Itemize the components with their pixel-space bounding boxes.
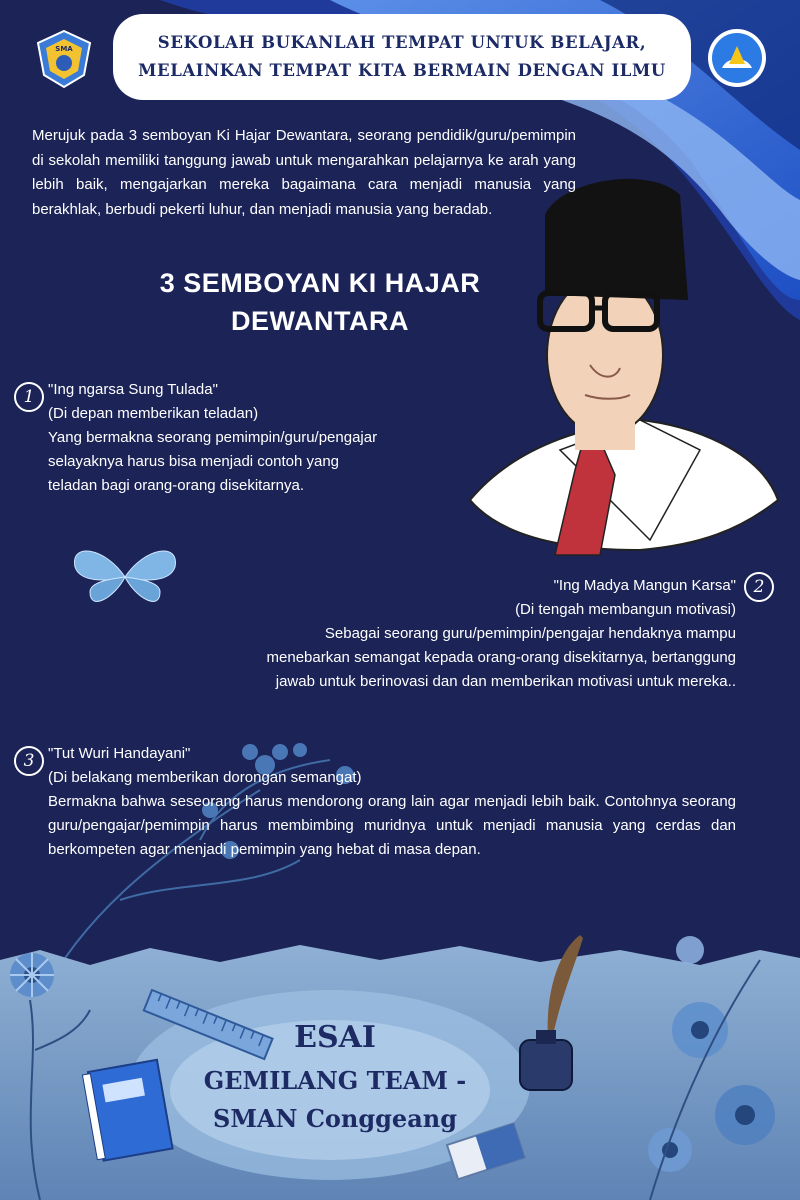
motto-2-meaning: (Di tengah membangun motivasi) bbox=[515, 601, 736, 618]
motto-3-number: 3 bbox=[14, 746, 44, 776]
section-title-line-2: DEWANTARA bbox=[231, 306, 409, 336]
motto-2-line: Sebagai seorang guru/pemimpin/pengajar hendaknya mampu bbox=[324, 625, 736, 642]
motto-2-line: jawab untuk berinovasi dan dan memberikan motivasi untuk mereka.. bbox=[275, 673, 736, 690]
motto-3-meaning: (Di belakang memberikan dorongan semangat) bbox=[48, 769, 362, 786]
header-banner bbox=[113, 14, 691, 100]
motto-3-text: Bermakna bahwa seseorang harus mendorong orang lain agar menjadi lebih baik. Contohnya seorang guru/pengajar/pemimpin harus membimbing muridnya untuk menjadi manusia yang cerdas dan berkompeten agar menjadi pemimpin yang hebat di masa depan. bbox=[48, 793, 736, 858]
motto-2-number: 2 bbox=[744, 572, 774, 602]
footer-line-1: ESAI bbox=[294, 1020, 376, 1055]
school-logo-text: SMA bbox=[55, 45, 73, 53]
footer-line-3: SMAN Conggeang bbox=[213, 1104, 457, 1133]
tut-wuri-handayani-logo bbox=[707, 28, 767, 88]
motto-3-block bbox=[48, 742, 736, 862]
motto-3-name: "Tut Wuri Handayani" bbox=[48, 745, 191, 762]
motto-1-meaning: (Di depan memberikan teladan) bbox=[48, 405, 259, 422]
book-icon bbox=[82, 1060, 172, 1162]
section-title bbox=[120, 264, 520, 340]
motto-1-line: Yang bermakna seorang pemimpin/guru/pengajar bbox=[48, 429, 378, 446]
header-line-2: MELAINKAN TEMPAT KITA BERMAIN DENGAN ILMU bbox=[138, 61, 666, 80]
flower-icon bbox=[10, 953, 54, 997]
school-logo bbox=[34, 29, 94, 89]
motto-1-number: 1 bbox=[14, 382, 44, 412]
motto-2-line: menebarkan semangat kepada orang-orang disekitarnya, bertanggung bbox=[266, 649, 736, 666]
footer-line-2: GEMILANG TEAM - bbox=[203, 1066, 467, 1095]
motto-1-name: "Ing ngarsa Sung Tulada" bbox=[48, 381, 218, 398]
header-line-1: SEKOLAH BUKANLAH TEMPAT UNTUK BELAJAR, bbox=[157, 33, 647, 52]
motto-1-line: selayaknya harus bisa menjadi contoh yang bbox=[48, 453, 340, 470]
motto-2-block bbox=[116, 574, 736, 694]
section-title-line-1: 3 SEMBOYAN KI HAJAR bbox=[159, 268, 481, 298]
motto-1-block bbox=[48, 378, 468, 498]
motto-1-line: teladan bagi orang-orang disekitarnya. bbox=[48, 477, 305, 494]
motto-2-name: "Ing Madya Mangun Karsa" bbox=[553, 577, 736, 594]
intro-paragraph: Merujuk pada 3 semboyan Ki Hajar Dewantara, seorang pendidik/guru/pemimpin di sekolah memiliki tanggung jawab untuk mengarahkan pelajarnya ke arah yang lebih baik, mengajarkan mereka bagaimana cara menjadi manusia yang berakhlak, berbudi pekerti luhur, dan menjadi manusia yang beradab. bbox=[32, 127, 576, 218]
